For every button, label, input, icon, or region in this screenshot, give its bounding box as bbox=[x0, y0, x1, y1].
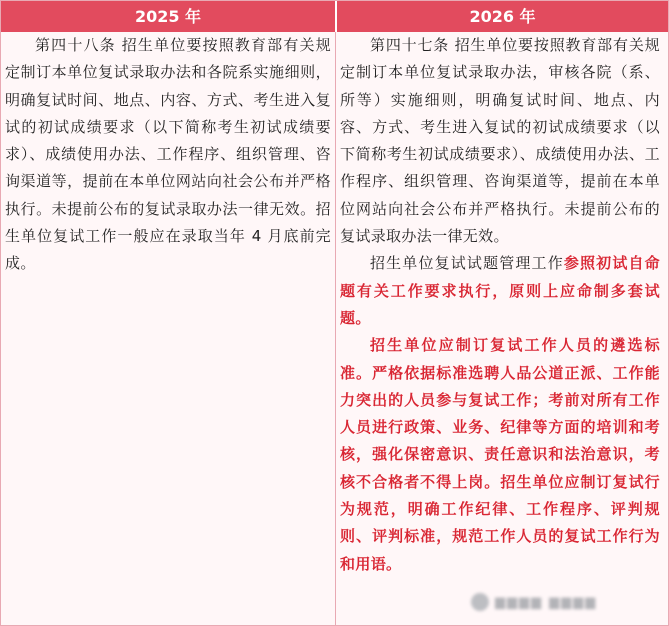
staff-selection-highlight: 招生单位应制订复试工作人员的遴选标准。严格依据标准选聘人品公道正派、工作能力突出的人员参与复试工作；考前对所有工作人员进行政策、业务、纪律等方面的培训和考核，强化保密意识、责任意识和法治意识，考核不合格者不得上岗。招生单位应制订复试行为规范，明确工作纪律、工作程序、评判规则、评判标准，规范工作人员的复试工作行为和用语。 bbox=[340, 336, 660, 573]
table-header bbox=[1, 1, 668, 32]
article-47-text: 第四十七条 招生单位要按照教育部有关规定制订本单位复试录取办法，审核各院（系、所等）实施细则，明确复试时间、地点、内容、方式、考生进入复试的初试成绩要求（以下简称考生初试成绩要求）、成绩使用办法、工作程序、组织管理、咨询渠道等，提前在本单位网站向社会公布并严格执行。未提前公布的复试录取办法一律无效。 bbox=[340, 36, 660, 246]
exam-question-paragraph bbox=[340, 250, 660, 332]
watermark-text: ▆▆▆▆ ▆▆▆▆ bbox=[495, 594, 598, 610]
header-2025: 2025 年 bbox=[1, 1, 337, 32]
article-48-text: 第四十八条 招生单位要按照教育部有关规定制订本单位复试录取办法和各院系实施细则，明确复试时间、地点、内容、方式、考生进入复试的初试成绩要求（以下简称考生初试成绩要求）、成绩使用办法、工作程序、组织管理、咨询渠道等，提前在本单位网站向社会公布并严格执行。未提前公布的复试录取办法一律无效。招生单位复试工作一般应在录取当年 4 月底前完成。 bbox=[5, 36, 331, 273]
column-divider bbox=[335, 32, 336, 625]
watermark-logo bbox=[471, 591, 651, 613]
column-2026 bbox=[340, 32, 660, 625]
column-2025 bbox=[5, 32, 331, 625]
header-2026: 2026 年 bbox=[469, 7, 536, 26]
exam-question-normal-text: 招生单位复试试题管理工作 bbox=[370, 254, 564, 273]
exam-question-highlight: 参照初试自命题有关工作要求执行，原则上应命制多套试题。 bbox=[340, 254, 661, 327]
watermark-icon bbox=[471, 593, 489, 611]
